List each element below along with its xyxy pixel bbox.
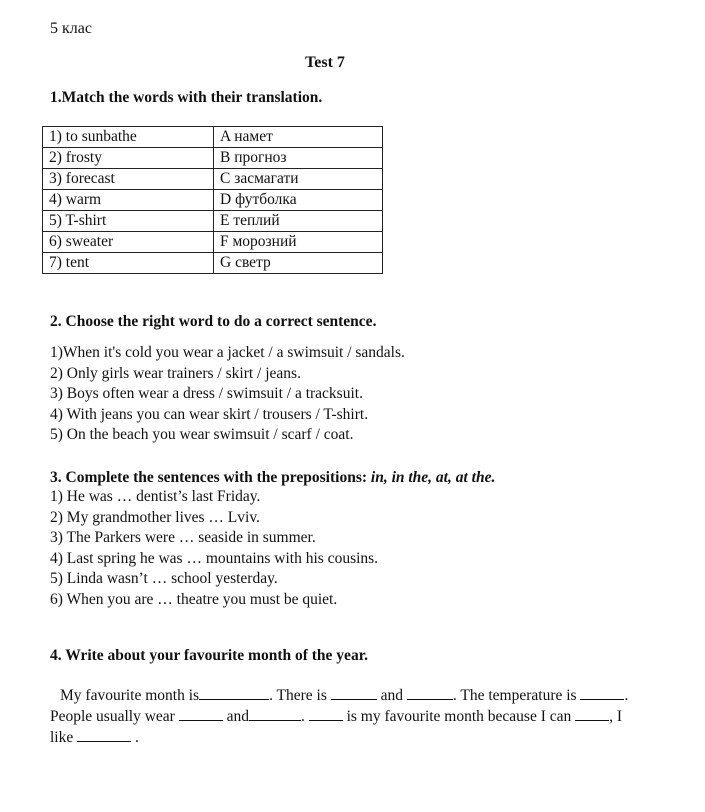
list-item: 2) My grandmother lives … Lviv. [50,508,260,526]
translation-cell: D футболка [214,190,383,211]
word-cell: 5) T-shirt [43,211,214,232]
essay-text: and [226,708,249,725]
list-item: 3) Boys often wear a dress / swimsuit / a tracksuit. [50,385,363,403]
table-row [43,253,383,274]
table-row [43,127,383,148]
answer-blank[interactable] [77,727,131,742]
list-item: 4) Last spring he was … mountains with his cousins. [50,549,379,567]
answer-blank[interactable] [575,706,609,721]
task3-list [50,487,378,611]
task1-heading: 1.Match the words with their translation. [50,89,323,106]
answer-blank[interactable] [199,685,269,700]
task3-heading [50,467,495,488]
essay-text: My favourite month is [60,687,200,704]
task3-prepositions: in, in the, at, at the. [370,469,496,486]
task2-heading: 2. Choose the right word to do a correct sentence. [50,313,377,330]
translation-cell: C засмагати [214,169,383,190]
list-item: 6) When you are … theatre you must be quiet. [50,590,338,608]
essay-text: . [624,687,629,704]
essay-text: . [135,729,139,746]
essay-line-1 [50,685,698,706]
table-row [43,211,383,232]
word-cell: 1) to sunbathe [43,127,214,148]
answer-blank[interactable] [179,706,223,721]
list-item: 1) He was … dentist’s last Friday. [50,488,261,505]
matching-table [42,126,383,274]
translation-cell: E теплий [214,211,383,232]
word-cell: 4) warm [43,190,214,211]
task2-list [50,343,405,446]
task3-heading-text: 3. Complete the sentences with the prepositions: [50,469,371,486]
essay-text: . There is [269,687,327,704]
essay-line-2 [50,706,698,727]
essay-text: People usually wear [50,708,175,725]
answer-blank[interactable] [331,685,377,700]
word-cell: 7) tent [43,253,214,274]
answer-blank[interactable] [407,685,453,700]
table-row [43,232,383,253]
essay-line-3 [50,727,698,748]
word-cell: 6) sweater [43,232,214,253]
table-row [43,148,383,169]
list-item: 2) Only girls wear trainers / skirt / jeans. [50,364,301,382]
word-cell: 2) frosty [43,148,214,169]
list-item: 4) With jeans you can wear skirt / trousers / T-shirt. [50,405,369,423]
essay-text: is my favourite month because I can [346,708,572,725]
essay-text: and [380,687,404,704]
list-item: 5) On the beach you wear swimsuit / scarf / coat. [50,426,354,444]
answer-blank[interactable] [580,685,624,700]
list-item: 1)When it's cold you wear a jacket / a swimsuit / sandals. [50,344,405,361]
test-title: Test 7 [305,54,345,71]
essay-text: like [50,729,74,746]
essay-template [50,685,698,748]
list-item: 3) The Parkers were … seaside in summer. [50,529,316,547]
essay-text: . The temperature is [452,687,577,704]
grade-label: 5 клас [50,20,92,37]
answer-blank[interactable] [309,706,343,721]
word-cell: 3) forecast [43,169,214,190]
answer-blank[interactable] [249,706,301,721]
translation-cell: G светр [214,253,383,274]
essay-text: . [300,708,305,725]
task4-heading: 4. Write about your favourite month of the year. [50,647,369,664]
essay-text: , I [609,708,623,725]
translation-cell: B прогноз [214,148,383,169]
table-row [43,169,383,190]
table-row [43,190,383,211]
translation-cell: F морозний [214,232,383,253]
list-item: 5) Linda wasn’t … school yesterday. [50,570,278,588]
translation-cell: A намет [214,127,383,148]
